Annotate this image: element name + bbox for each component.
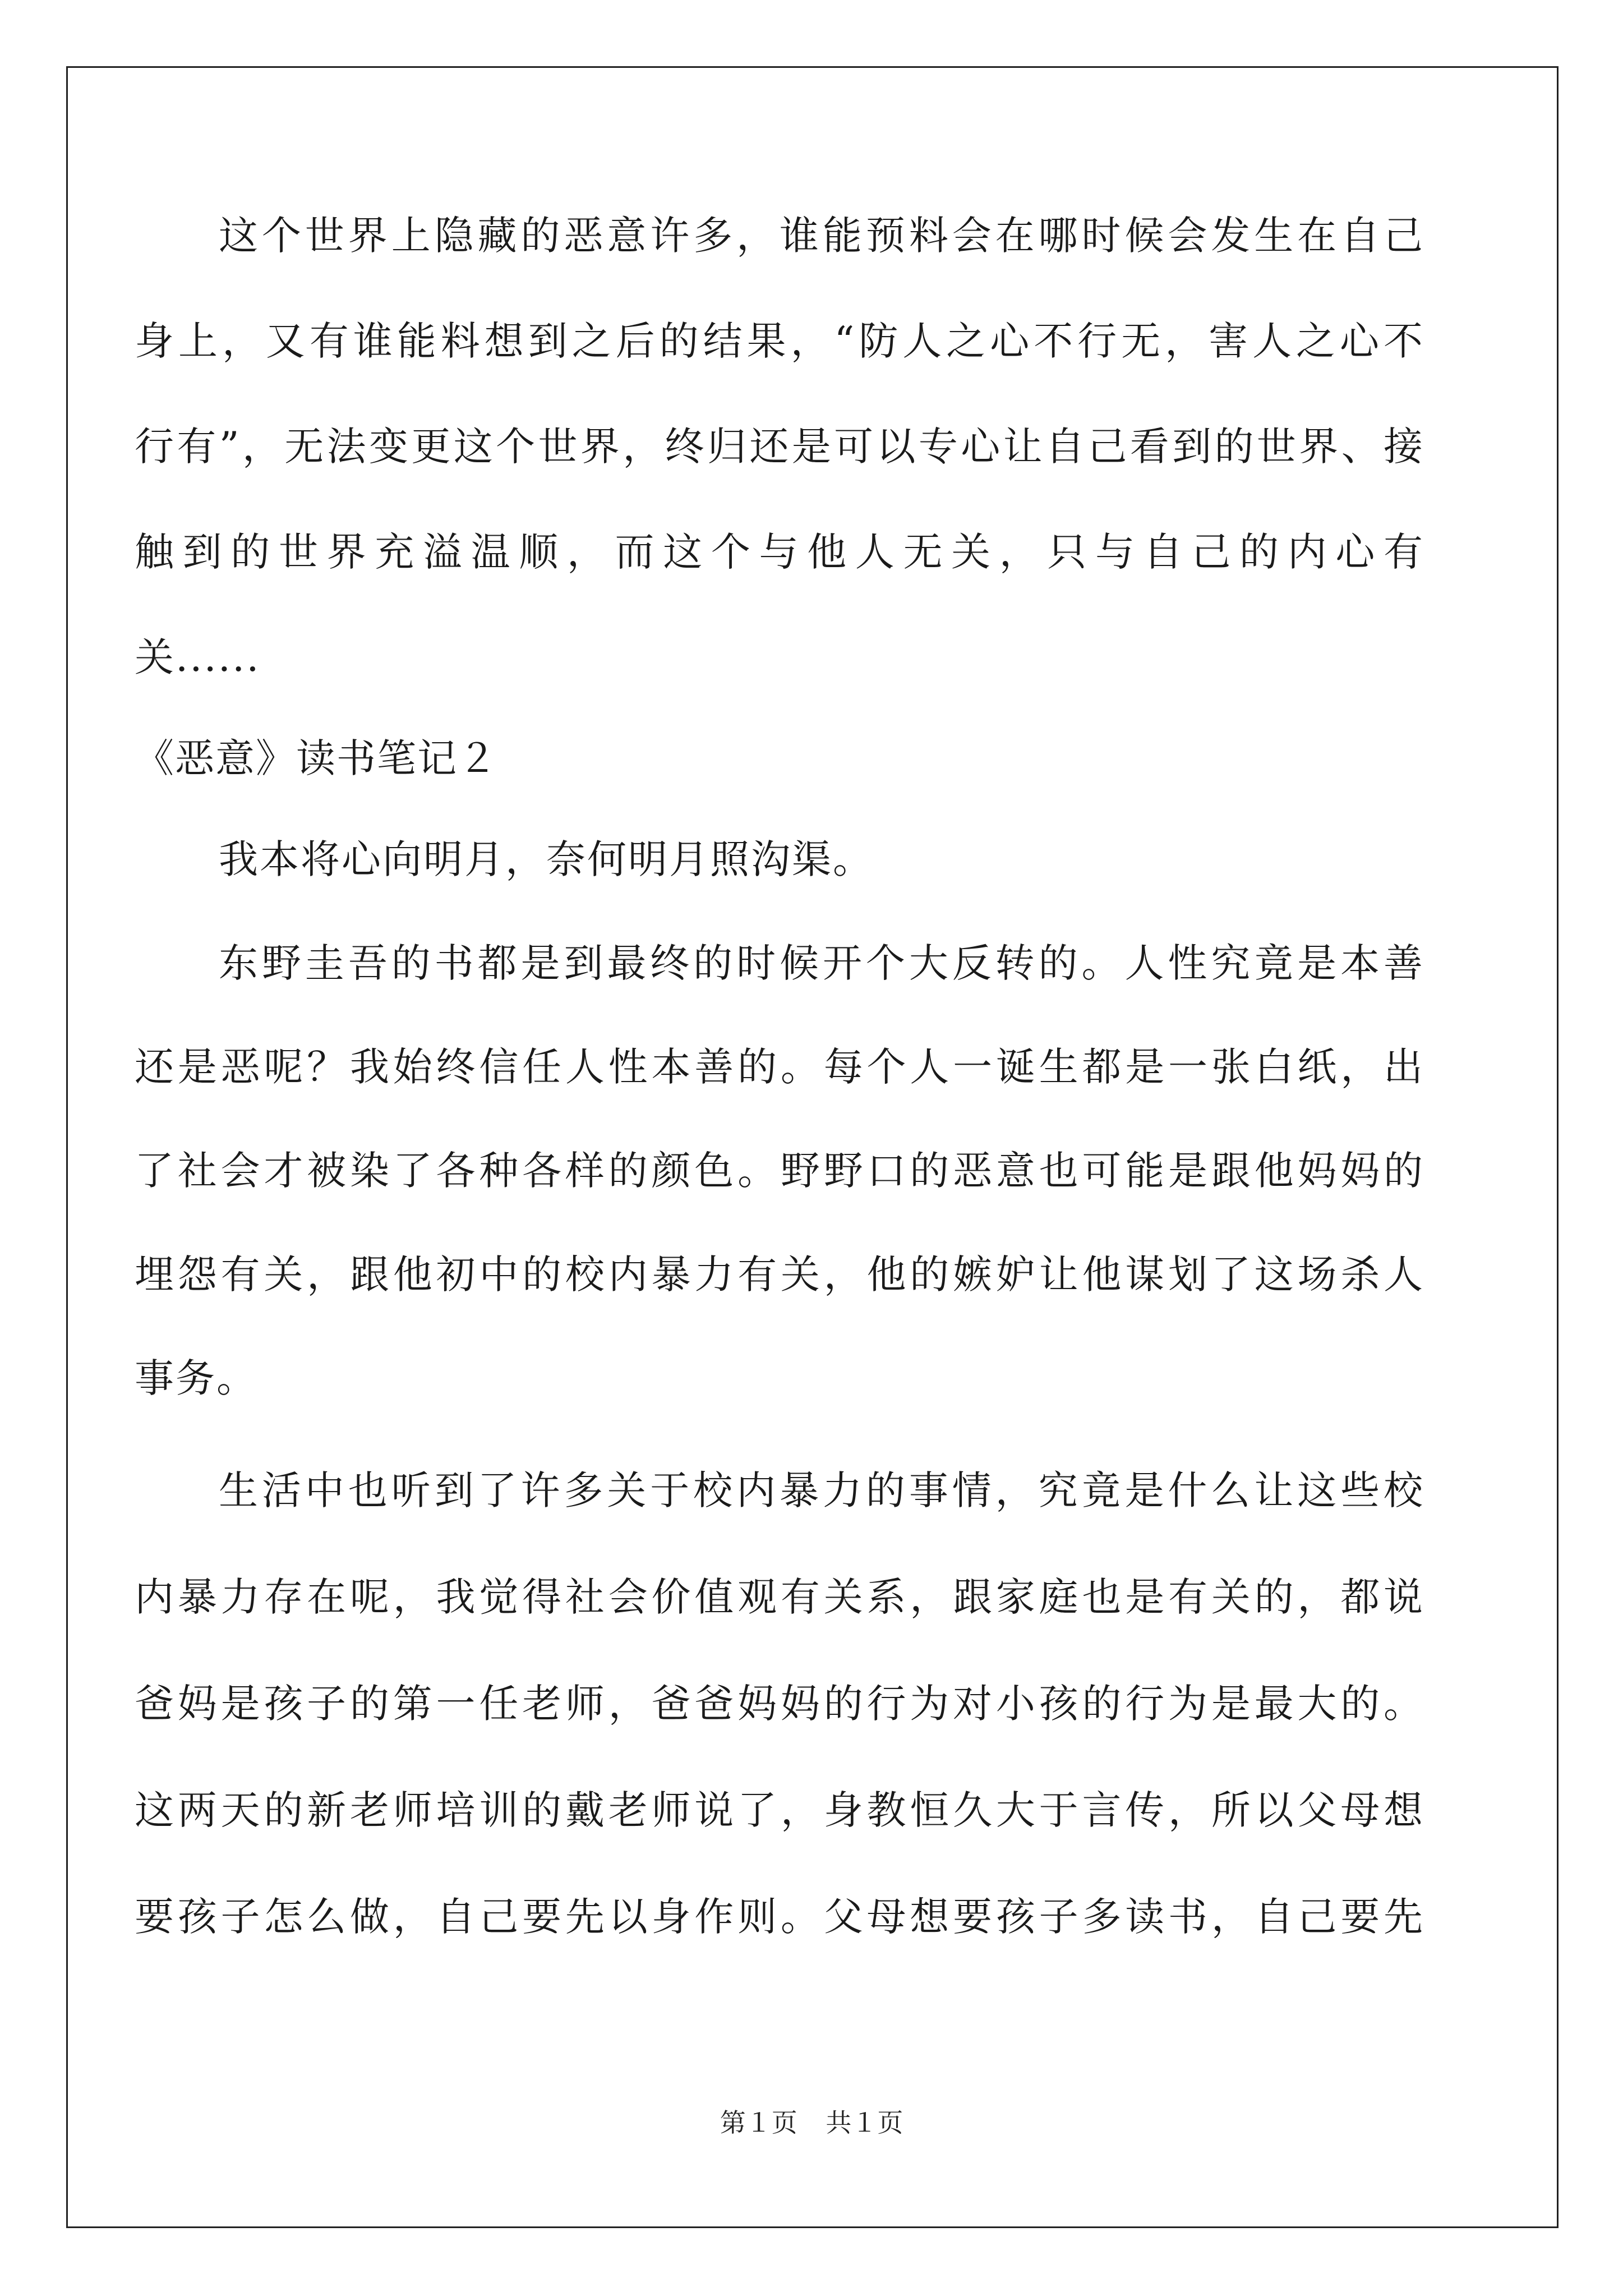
text-line: 还是恶呢？我始终信任人性本善的。每个人一诞生都是一张白纸，出	[135, 1044, 1424, 1090]
text-line: 爸妈是孩子的第一任老师，爸爸妈妈的行为对小孩的行为是最大的。	[135, 1681, 1424, 1727]
text-line: 内暴力存在呢，我觉得社会价值观有关系，跟家庭也是有关的，都说	[135, 1574, 1424, 1620]
text-line: 要孩子怎么做，自己要先以身作则。父母想要孩子多读书，自己要先	[135, 1894, 1424, 1940]
text-line: 事务。	[135, 1355, 257, 1401]
text-line: 这个世界上隐藏的恶意许多，谁能预料会在哪时候会发生在自己	[219, 213, 1424, 259]
text-line: 埋怨有关，跟他初中的校内暴力有关，他的嫉妒让他谋划了这场杀人	[135, 1251, 1424, 1297]
page-number: 第１页	[720, 2108, 797, 2138]
text-line: 触到的世界充溢温顺，而这个与他人无关，只与自己的内心有	[135, 529, 1424, 575]
section-heading: 《恶意》读书笔记２	[135, 735, 498, 781]
page-footer	[0, 2102, 1623, 2139]
text-line: 了社会才被染了各种各样的颜色。野野口的恶意也可能是跟他妈妈的	[135, 1148, 1424, 1194]
text-line: 生活中也听到了许多关于校内暴力的事情，究竟是什么让这些校	[219, 1467, 1424, 1513]
text-line: 东野圭吾的书都是到最终的时候开个大反转的。人性究竟是本善	[219, 940, 1424, 986]
text-line: 我本将心向明月，奈何明月照沟渠。	[219, 836, 874, 882]
text-line: 这两天的新老师培训的戴老师说了，身教恒久大于言传，所以父母想	[135, 1787, 1424, 1833]
text-line: 关......	[135, 634, 261, 680]
text-line: 行有”，无法变更这个世界，终归还是可以专心让自己看到的世界、接	[135, 424, 1424, 470]
page-total: 共１页	[826, 2108, 903, 2138]
text-line: 身上，又有谁能料想到之后的结果，“防人之心不行无，害人之心不	[135, 318, 1424, 364]
